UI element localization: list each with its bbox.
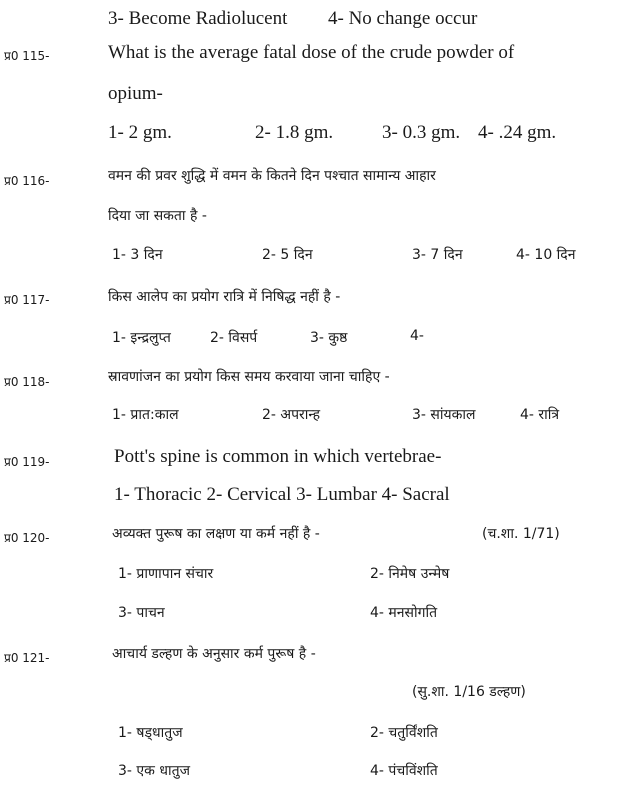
question-text: Pott's spine is common in which vertebrae- xyxy=(114,446,442,467)
option-4: 4- पंचविंशति xyxy=(370,763,438,779)
question-number: प्र0 118- xyxy=(4,375,50,389)
option-2: 2- विसर्प xyxy=(210,330,258,346)
option-3: 3- Become Radiolucent xyxy=(108,8,288,29)
question-number: प्र0 121- xyxy=(4,651,50,665)
option-4: 4- रात्रि xyxy=(520,407,560,423)
option-3: 3- कुष्ठ xyxy=(310,330,348,346)
option-1: 1- षड्धातुज xyxy=(118,725,183,741)
options-line: 1- Thoracic 2- Cervical 3- Lumbar 4- Sacral xyxy=(114,484,450,505)
option-4: 4- xyxy=(410,328,424,344)
question-text: दिया जा सकता है - xyxy=(108,208,207,224)
question-text: opium- xyxy=(108,83,163,104)
option-1: 1- 2 gm. xyxy=(108,122,172,143)
question-number: प्र0 117- xyxy=(4,293,50,307)
option-1: 1- प्राणापान संचार xyxy=(118,566,214,582)
option-3: 3- 0.3 gm. xyxy=(382,122,461,143)
option-3: 3- पाचन xyxy=(118,605,165,621)
option-1: 1- इन्द्रलुप्त xyxy=(112,330,171,346)
question-text: अव्यक्त पुरूष का लक्षण या कर्म नहीं है - xyxy=(112,526,320,542)
question-number: प्र0 120- xyxy=(4,531,50,545)
question-number: प्र0 119- xyxy=(4,455,50,469)
option-2: 2- अपरान्ह xyxy=(262,407,321,423)
question-number: प्र0 116- xyxy=(4,174,50,188)
option-4: 4- 10 दिन xyxy=(516,247,576,263)
option-3: 3- 7 दिन xyxy=(412,247,463,263)
question-text: वमन की प्रवर शुद्धि में वमन के कितने दिन पश्चात सामान्य आहार xyxy=(108,168,436,184)
option-2: 2- 1.8 gm. xyxy=(255,122,334,143)
question-text: स्रावणांजन का प्रयोग किस समय करवाया जाना चाहिए - xyxy=(108,369,390,385)
reference: (सु.शा. 1/16 डल्हण) xyxy=(412,684,526,700)
option-4: 4- .24 gm. xyxy=(478,122,557,143)
option-4: 4- No change occur xyxy=(328,8,478,29)
option-4: 4- मनसोगति xyxy=(370,605,438,621)
option-1: 1- प्रात:काल xyxy=(112,407,179,423)
option-2: 2- चतुर्विंशति xyxy=(370,725,438,741)
reference: (च.शा. 1/71) xyxy=(482,526,560,542)
option-1: 1- 3 दिन xyxy=(112,247,163,263)
option-2: 2- 5 दिन xyxy=(262,247,313,263)
option-3: 3- एक धातुज xyxy=(118,763,190,779)
question-text: What is the average fatal dose of the crude powder of xyxy=(108,42,515,63)
question-number: प्र0 115- xyxy=(4,49,50,63)
option-2: 2- निमेष उन्मेष xyxy=(370,566,450,582)
question-text: आचार्य डल्हण के अनुसार कर्म पुरूष है - xyxy=(112,646,316,662)
option-3: 3- सांयकाल xyxy=(412,407,476,423)
question-text: किस आलेप का प्रयोग रात्रि में निषिद्ध नहीं है - xyxy=(108,289,341,305)
